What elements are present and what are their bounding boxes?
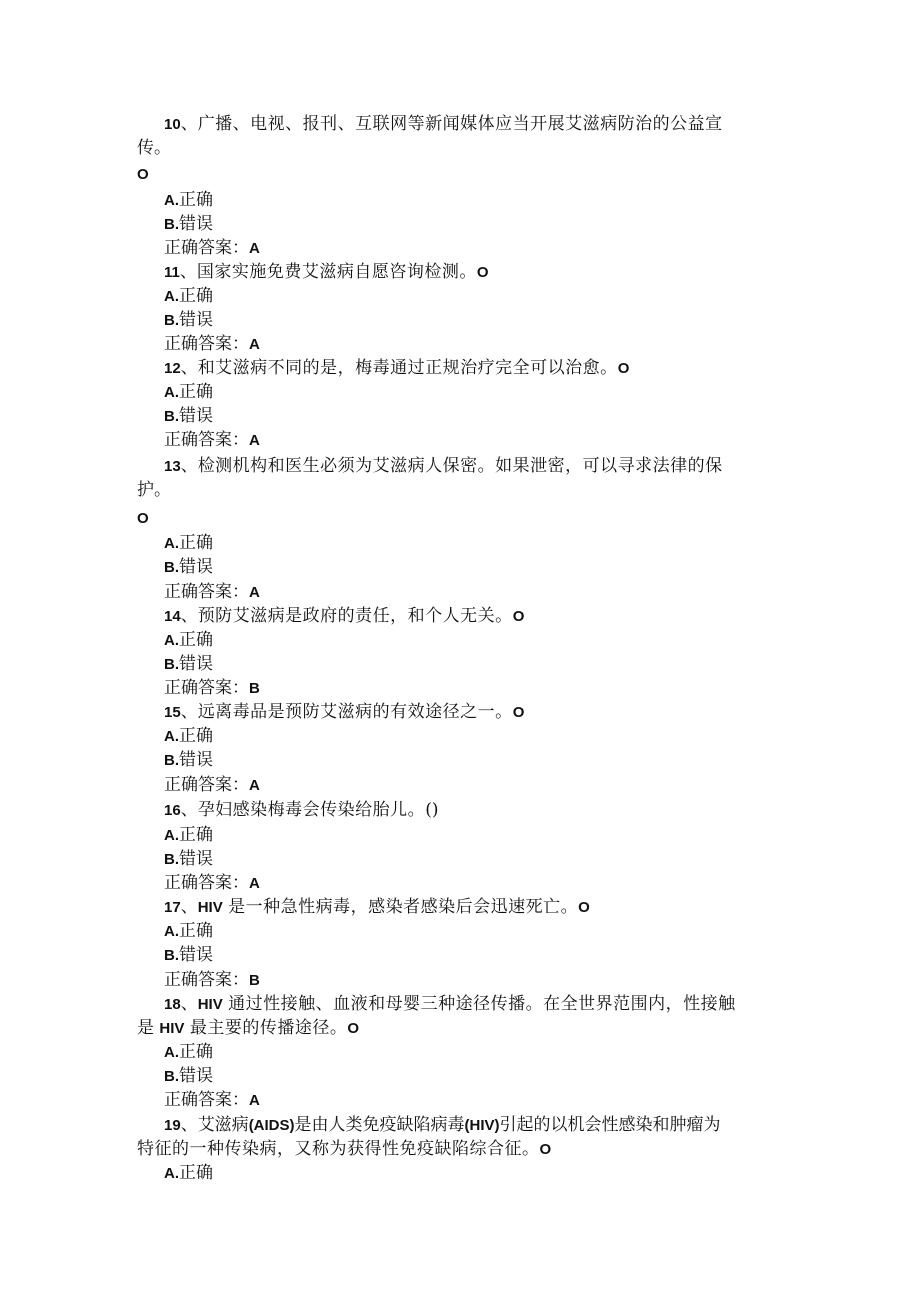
- question-12-option-b: B.错误: [164, 406, 213, 426]
- question-15-text: 15、远离毒品是预防艾滋病的有效途径之一。O: [164, 702, 525, 722]
- question-19-text-cont: 特征的一种传染病，又称为获得性免疫缺陷综合征。O: [137, 1139, 552, 1159]
- question-13-text: 13、检测机构和医生必须为艾滋病人保密。如果泄密，可以寻求法律的保: [164, 456, 723, 476]
- question-10-answer: 正确答案：A: [164, 238, 260, 258]
- question-15-option-a: A.正确: [164, 726, 213, 746]
- question-12-answer: 正确答案：A: [164, 430, 260, 450]
- question-16-option-a: A.正确: [164, 825, 213, 845]
- question-separator: 、: [180, 114, 198, 134]
- question-11-option-a: A.正确: [164, 286, 213, 306]
- question-16-answer: 正确答案：A: [164, 873, 260, 893]
- question-13-bracket: O: [137, 510, 149, 527]
- question-11-text: 11、国家实施免费艾滋病自愿咨询检测。O: [164, 262, 489, 282]
- question-13-option-b: B.错误: [164, 557, 213, 577]
- question-13-answer: 正确答案：A: [164, 582, 260, 602]
- question-17-text: 17、HIV 是一种急性病毒，感染者感染后会迅速死亡。O: [164, 897, 590, 917]
- question-text: 广播、电视、报刊、互联网等新闻媒体应当开展艾滋病防治的公益宣: [197, 114, 723, 134]
- question-number: 10: [164, 116, 181, 133]
- question-10-option-a: A.正确: [164, 190, 213, 210]
- question-10-text: [164, 112, 723, 136]
- question-11-answer: 正确答案：A: [164, 334, 260, 354]
- question-16-text: 16、孕妇感染梅毒会传染给胎儿。(): [164, 800, 439, 820]
- question-17-answer: 正确答案：B: [164, 970, 260, 990]
- question-18-text: 18、HIV 通过性接触、血液和母婴三种途径传播。在全世界范围内，性接触: [164, 994, 736, 1014]
- question-19-option-a: A.正确: [164, 1163, 213, 1183]
- question-13-text-cont: 护。: [137, 480, 171, 500]
- question-14-answer: 正确答案：B: [164, 678, 260, 698]
- question-18-answer: 正确答案：A: [164, 1090, 260, 1110]
- question-15-answer: 正确答案：A: [164, 775, 260, 795]
- question-13-option-a: A.正确: [164, 533, 213, 553]
- question-18-option-a: A.正确: [164, 1042, 213, 1062]
- question-17-option-b: B.错误: [164, 945, 213, 965]
- question-14-option-a: A.正确: [164, 630, 213, 650]
- question-12-text: 12、和艾滋病不同的是，梅毒通过正规治疗完全可以治愈。O: [164, 358, 630, 378]
- question-10-bracket: O: [137, 166, 149, 183]
- question-12-option-a: A.正确: [164, 382, 213, 402]
- question-19-text: 19、艾滋病(AIDS)是由人类免疫缺陷病毒(HIV)引起的以机会性感染和肿瘤为: [164, 1115, 721, 1135]
- question-text: 传。: [137, 138, 171, 158]
- question-16-option-b: B.错误: [164, 849, 213, 869]
- question-11-option-b: B.错误: [164, 310, 213, 330]
- question-10-text-cont: [137, 136, 171, 160]
- question-14-text: 14、预防艾滋病是政府的责任，和个人无关。O: [164, 606, 525, 626]
- question-17-option-a: A.正确: [164, 921, 213, 941]
- question-10-option-b: B.错误: [164, 214, 213, 234]
- question-18-option-b: B.错误: [164, 1066, 213, 1086]
- question-14-option-b: B.错误: [164, 654, 213, 674]
- question-15-option-b: B.错误: [164, 750, 213, 770]
- question-18-text-cont: 是 HIV 最主要的传播途径。O: [137, 1018, 359, 1038]
